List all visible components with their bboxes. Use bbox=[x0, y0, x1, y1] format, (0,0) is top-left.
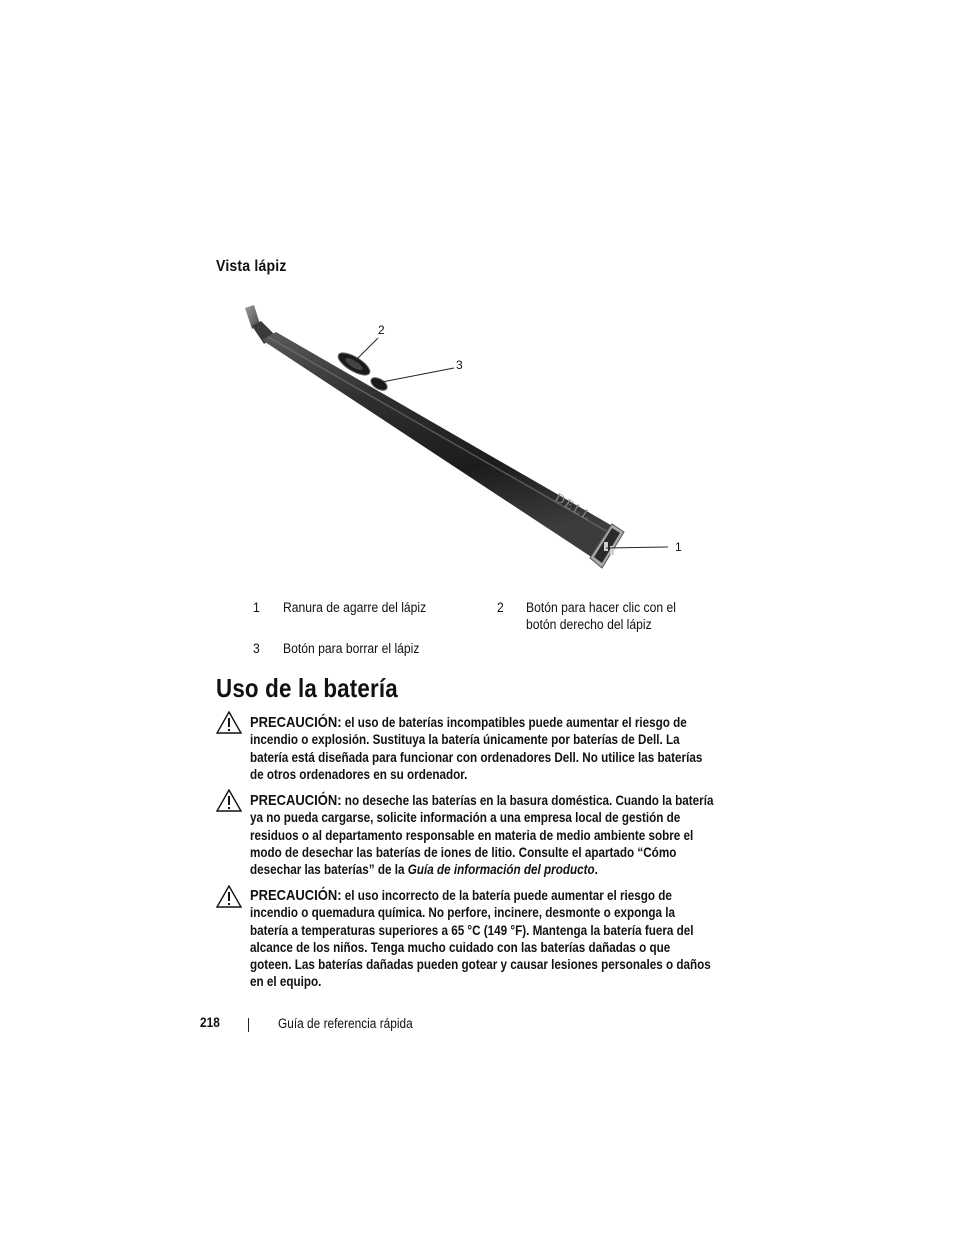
legend-text-2: Botón para hacer clic con el botón derecho del lápiz bbox=[526, 600, 676, 632]
footer-title: Guía de referencia rápida bbox=[278, 1016, 413, 1031]
pen-barrel bbox=[262, 332, 616, 560]
caution-text: el uso incorrecto de la batería puede aumentar el riesgo de incendio o quemadura química. No perfore, incinere, desmonte o exponga la batería a temperaturas superiores a 65 °C (149 °F). Mantenga la batería fuera del alcance de los niños. Tenga mucho cuidado con las baterías dañadas o que goteen. Las baterías dañadas pueden gotear y causar lesiones personales o daños en el equipo. bbox=[250, 888, 711, 990]
callout-3: 3 bbox=[456, 358, 463, 372]
caution-1 bbox=[250, 714, 714, 783]
callout-3-leader bbox=[382, 368, 454, 382]
warning-icon bbox=[216, 885, 242, 908]
footer-divider bbox=[248, 1018, 249, 1032]
legend-text-3: Botón para borrar el lápiz bbox=[283, 641, 420, 656]
warning-icon bbox=[216, 711, 242, 734]
page-title: Uso de la batería bbox=[216, 673, 398, 703]
stylus-pen-illustration bbox=[236, 296, 696, 582]
caution-tail: . bbox=[594, 862, 598, 878]
pen-logo: DELL bbox=[552, 489, 596, 524]
caution-3 bbox=[250, 887, 714, 991]
callout-2-leader bbox=[354, 338, 378, 362]
caution-label: PRECAUCIÓN: bbox=[250, 887, 342, 904]
caution-2 bbox=[250, 792, 714, 878]
page-number: 218 bbox=[200, 1015, 220, 1030]
section-heading: Vista lápiz bbox=[216, 258, 287, 275]
legend-number-2: 2 bbox=[497, 600, 504, 615]
caution-text: el uso de baterías incompatibles puede aumentar el riesgo de incendio o explosión. Sustituya la batería únicamente por baterías de Dell. La batería está diseñada para funcionar con ordenadores Dell. No utilice las baterías de otros ordenadores en su ordenador. bbox=[250, 715, 703, 782]
legend-number-1: 1 bbox=[253, 600, 260, 615]
callout-2: 2 bbox=[378, 323, 385, 337]
warning-icon bbox=[216, 789, 242, 812]
caution-text: no deseche las baterías en la basura doméstica. Cuando la batería ya no pueda cargarse, solicite información a una empresa local de gestión de residuos o al departamento responsable en materia de medio ambiente sobre el modo de desechar las baterías de iones de litio. Consulte el apartado “Cómo desechar las baterías” de la bbox=[250, 793, 714, 878]
callout-1: 1 bbox=[675, 540, 682, 554]
caution-label: PRECAUCIÓN: bbox=[250, 792, 342, 809]
caution-italic-reference: Guía de información del producto bbox=[407, 862, 595, 878]
legend-number-3: 3 bbox=[253, 641, 260, 656]
legend-text-1: Ranura de agarre del lápiz bbox=[283, 600, 427, 615]
caution-label: PRECAUCIÓN: bbox=[250, 714, 342, 731]
